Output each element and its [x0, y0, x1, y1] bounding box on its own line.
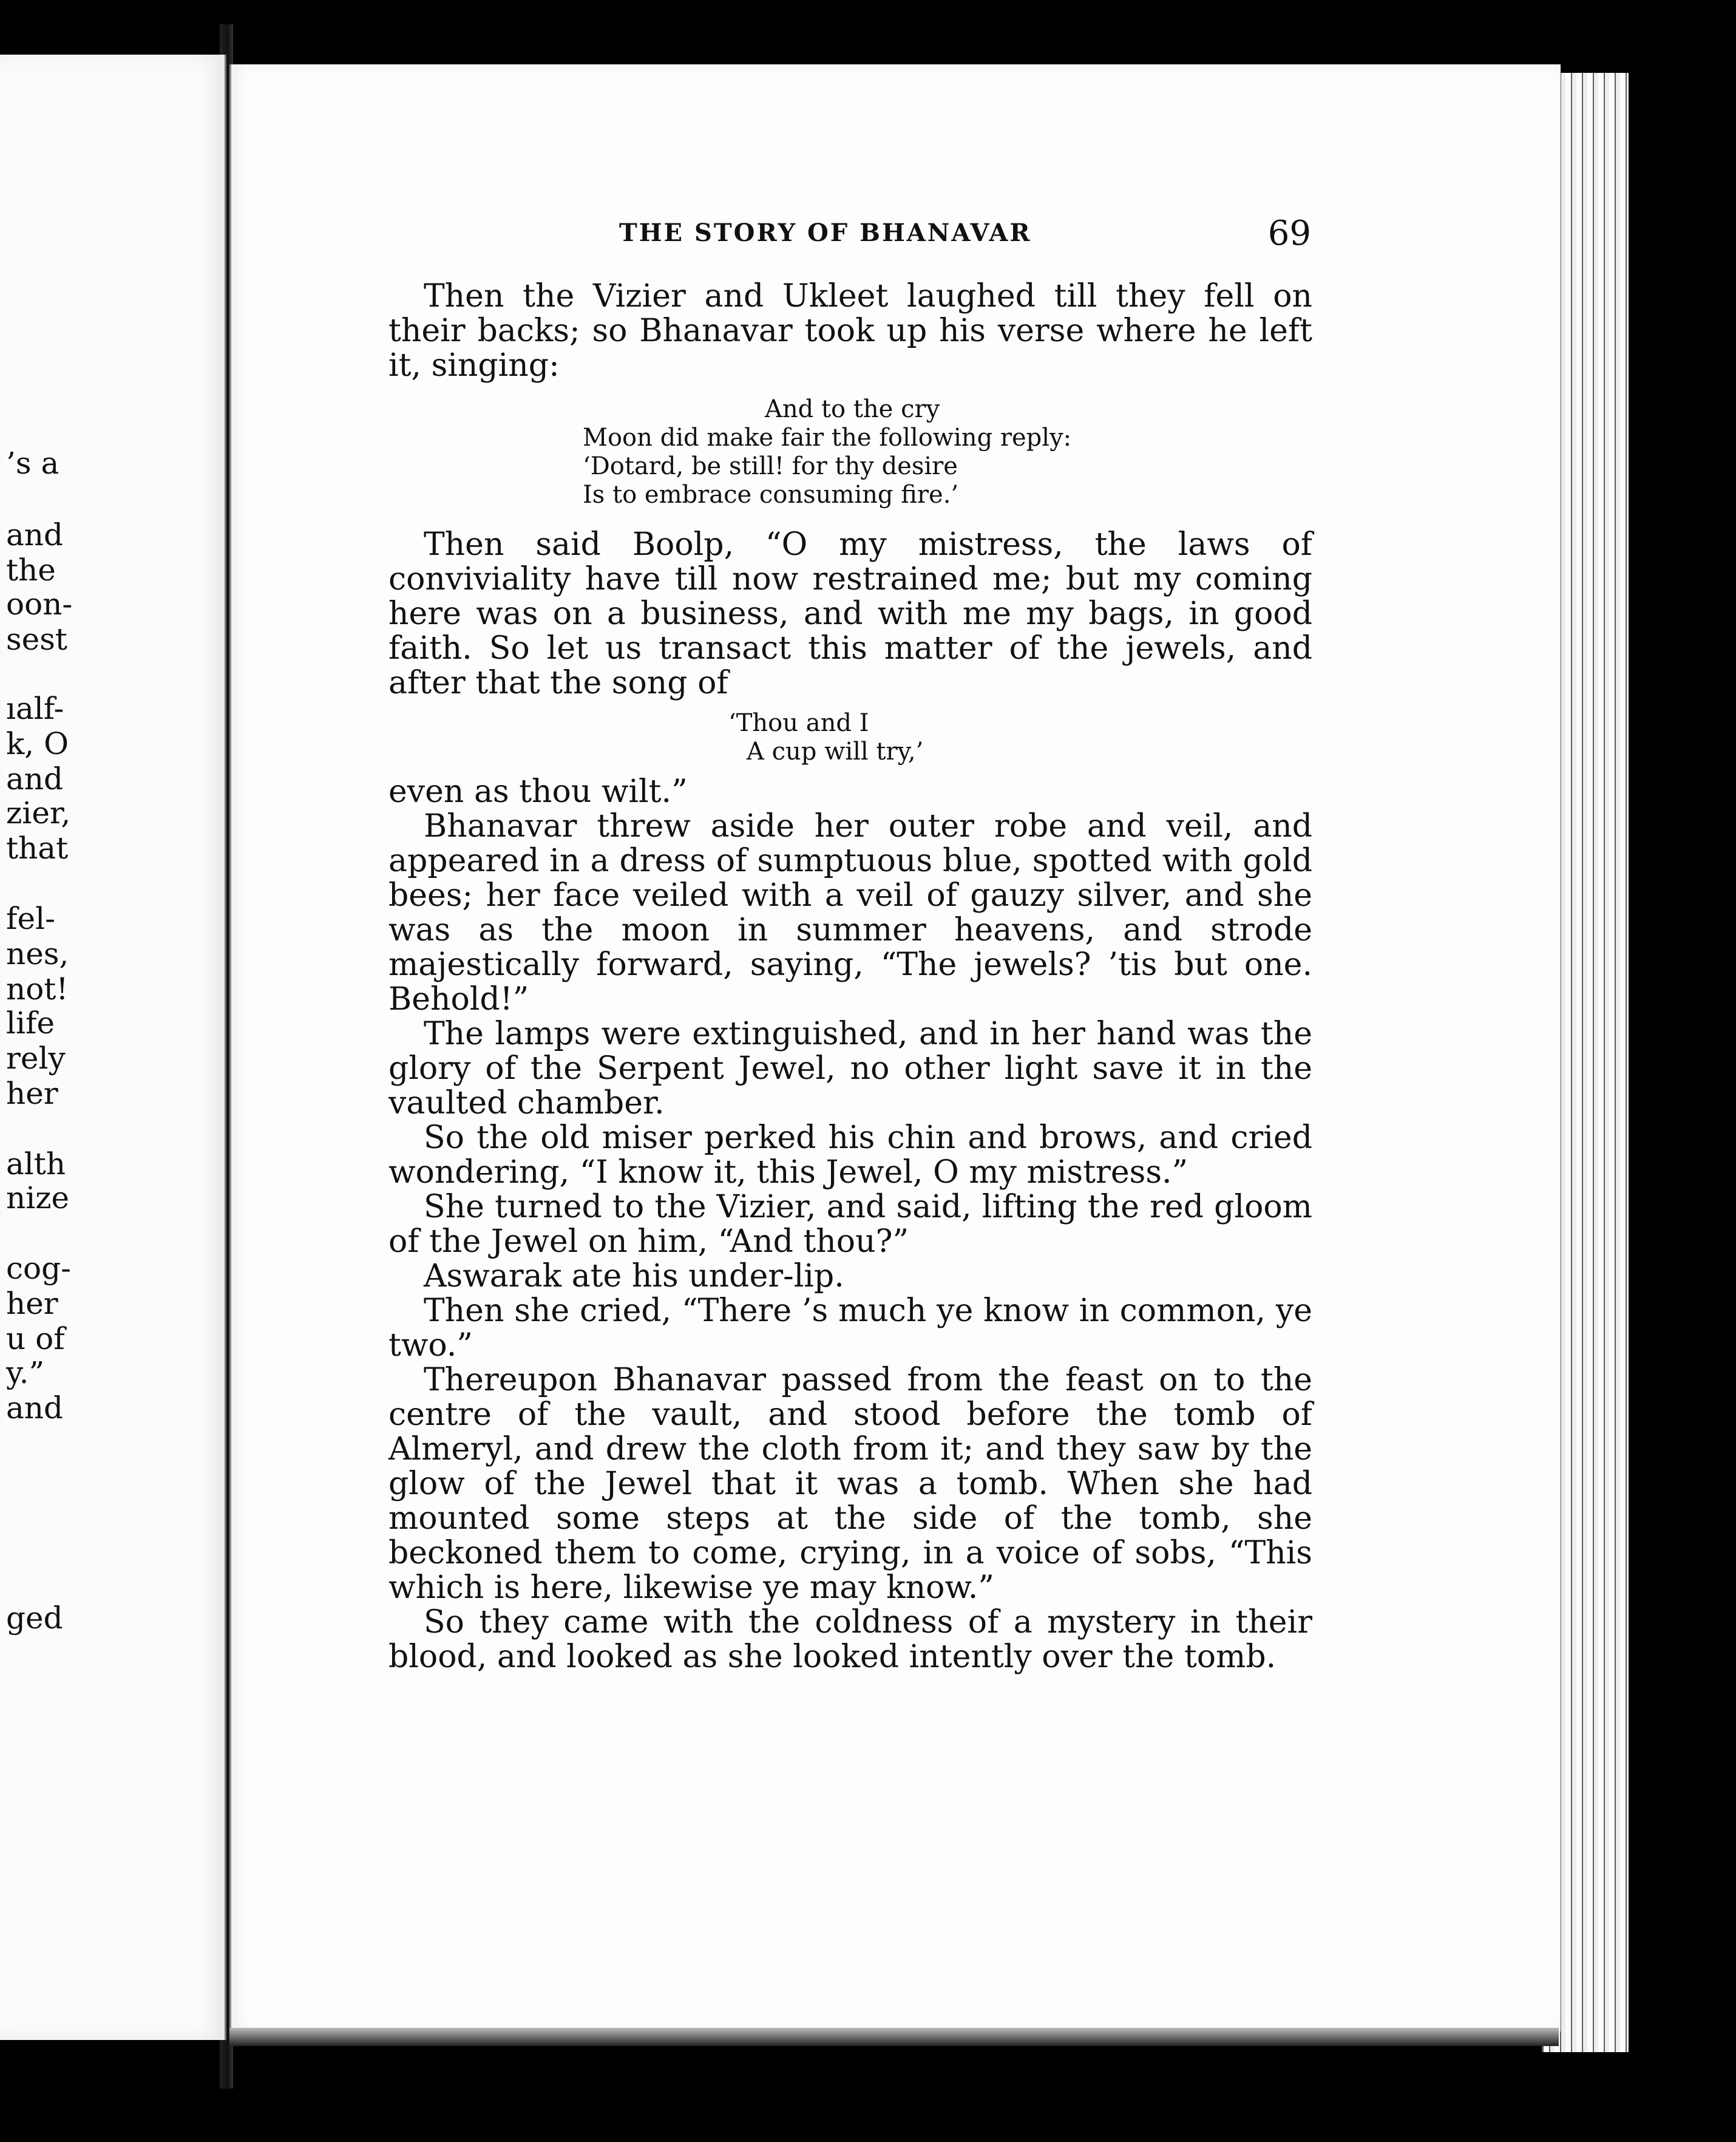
page-header [619, 214, 1311, 256]
verse-line: ‘Dotard, be still! for thy desire [583, 452, 958, 480]
left-fragment: her [6, 1076, 58, 1111]
verse-stanza [728, 709, 1312, 766]
verse-stanza [583, 395, 1312, 509]
page-number: 69 [1267, 214, 1311, 253]
paragraph: Aswarak ate his under-lip. [424, 1258, 844, 1294]
left-fragment: cog- [6, 1251, 72, 1286]
left-fragment: u of [6, 1321, 65, 1356]
page-bottom-shadow [229, 2028, 1559, 2046]
paragraph: Thereupon Bhanavar passed from the feast on to the centre of the vault, and stood before the tomb of Almeryl, and drew the cloth from it; and they saw by the glow of the Jewel that it was a tomb. When she had mounted some steps at the side of the tomb, she beckoned them to come, crying, in a voice of sobs, “This which is here, likewise ye may know.” [388, 1362, 1312, 1606]
paragraph: The lamps were extinguished, and in her hand was the glory of the Serpent Jewel, no other light save it in the vaulted chamber. [388, 1016, 1312, 1121]
paragraph: Bhanavar threw aside her outer robe and veil, and appeared in a dress of sumptuous blue, spotted with gold bees; her face veiled with a veil of gauzy silver, and she was as the moon in summer heavens, and strode majestically forward, saying, “The jewels? ’tis but one. Behold!” [388, 808, 1312, 1018]
left-fragment: that [6, 831, 69, 866]
left-fragment: life [6, 1005, 55, 1041]
left-fragment: and [6, 761, 64, 797]
left-fragment: rely [6, 1041, 66, 1076]
verse-line: A cup will try,’ [747, 738, 924, 766]
paragraph: Then she cried, “There ’s much ye know in common, ye two.” [388, 1293, 1312, 1364]
left-fragment: not! [6, 971, 69, 1007]
left-fragment: the [6, 552, 56, 588]
left-fragment: nes, [6, 936, 69, 971]
left-fragment: ged [6, 1600, 63, 1636]
left-fragment: oon- [6, 586, 73, 622]
left-fragment: and [6, 517, 64, 552]
left-fragment: alth [6, 1146, 66, 1182]
left-fragment: zier, [6, 795, 71, 831]
left-fragment: k, O [6, 726, 69, 761]
left-fragment: her [6, 1286, 58, 1321]
left-fragment: nize [6, 1180, 70, 1216]
verse-line: Moon did make fair the following reply: [583, 424, 1072, 452]
left-fragment: ’s a [6, 446, 59, 481]
left-fragment: y.” [6, 1355, 45, 1390]
paragraph: Then the Vizier and Ukleet laughed till they fell on their backs; so Bhanavar took up his verse where he left it, singing: [388, 278, 1312, 384]
left-fragment: sest [6, 622, 68, 657]
left-fragment: fel- [6, 901, 55, 936]
left-fragment: ıalf- [6, 691, 64, 726]
paragraph: So they came with the coldness of a mystery in their blood, and looked as she looked intently over the tomb. [388, 1604, 1312, 1675]
paragraph: even as thou wilt.” [388, 773, 688, 810]
verse-line: Is to embrace consuming fire.’ [583, 481, 959, 509]
body-text [388, 279, 1312, 1674]
verse-line: ‘Thou and I [728, 709, 869, 737]
left-fragment: and [6, 1390, 64, 1426]
paragraph: So the old miser perked his chin and brows, and cried wondering, “I know it, this Jewel, O my mistress.” [388, 1120, 1312, 1191]
paragraph: Then said Boolp, “O my mistress, the laws of conviviality have till now restrained me; but my coming here was on a business, and with me my bags, in good faith. So let us transact this matter of the jewels, and after that the song of [388, 526, 1312, 701]
verse-line: And to the cry [765, 395, 940, 423]
paragraph: She turned to the Vizier, and said, lifting the red gloom of the Jewel on him, “And thou?” [388, 1189, 1312, 1260]
running-head: THE STORY OF BHANAVAR [619, 219, 1032, 247]
